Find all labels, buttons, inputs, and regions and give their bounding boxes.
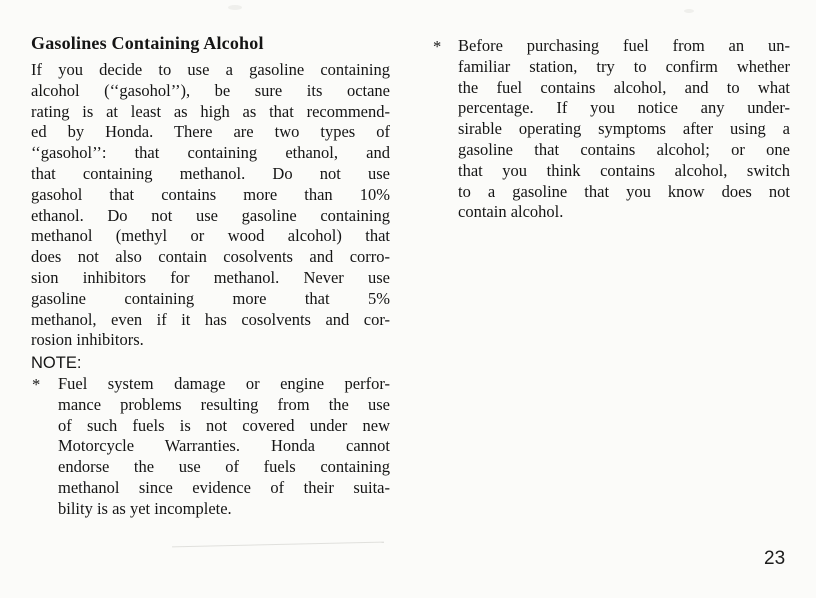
scan-smudge [228,5,242,10]
text-line: methanol (methyl or wood alcohol) that [31,226,390,246]
text-line: methanol, even if it has cosolvents and cor- [31,309,390,329]
body-paragraph [31,60,390,351]
text-line: that you think contains alcohol, switch [458,160,790,180]
text-line: sirable operating symptoms after using a [458,119,790,139]
text-line: mance problems resulting from the use [58,394,390,414]
text-line: Fuel system damage or engine perfor- [58,373,390,393]
text-line: rating is at least as high as that recommend- [31,101,390,121]
page-number: 23 [764,548,786,569]
text-line: contain alcohol. [458,202,564,222]
left-column [31,33,390,520]
asterisk-marker: * [32,374,41,394]
note-label: NOTE: [31,354,82,373]
note-item-text [58,374,390,520]
text-line: to a gasoline that you know does not [458,181,790,201]
bullet-item-text [458,36,790,223]
text-line: ethanol. Do not use gasoline containing [31,205,390,225]
text-line: of such fuels is not covered under new [58,415,390,435]
right-column [433,36,790,223]
text-line: alcohol (‘‘gasohol’’), be sure its octane [31,80,390,100]
text-line: does not also contain cosolvents and corro- [31,247,390,267]
text-line: methanol since evidence of their suita- [58,477,390,497]
text-line: familiar station, try to confirm whether [458,56,790,76]
scan-smudge [684,9,694,13]
text-line: gasoline that contains alcohol; or one [458,139,790,159]
text-line: percentage. If you notice any under- [458,98,790,118]
text-line: ‘‘gasohol’’: that containing ethanol, and [31,143,390,163]
bullet-item [433,36,790,223]
text-line: gasohol that contains more than 10% [31,184,390,204]
text-line: gasoline containing more that 5% [31,288,390,308]
text-line: rosion inhibitors. [31,330,144,350]
text-line: Before purchasing fuel from an un- [458,36,790,55]
text-line: endorse the use of fuels containing [58,457,390,477]
text-line: If you decide to use a gasoline containing [31,60,390,79]
text-line: sion inhibitors for methanol. Never use [31,267,390,287]
text-line: that containing methanol. Do not use [31,163,390,183]
text-line: ed by Honda. There are two types of [31,122,390,142]
section-heading: Gasolines Containing Alcohol [31,33,264,53]
asterisk-marker: * [433,37,442,56]
text-line: bility is as yet incomplete. [58,498,232,518]
scan-scratch-line [172,542,384,548]
note-item [31,374,390,520]
text-line: the fuel contains alcohol, and to what [458,77,790,97]
text-line: Motorcycle Warranties. Honda cannot [58,436,390,456]
